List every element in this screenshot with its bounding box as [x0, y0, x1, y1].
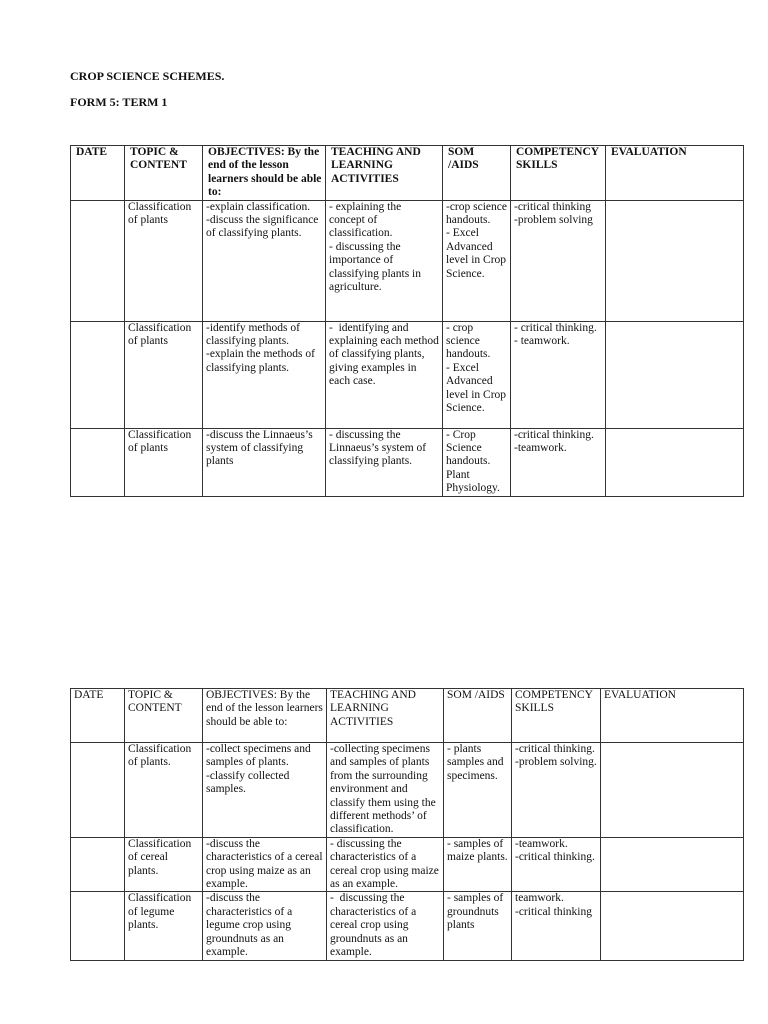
objective-item: -classify collected samples.	[206, 769, 293, 796]
date-cell	[71, 428, 125, 496]
topic-cell: Classification of cereal plants.	[125, 837, 203, 892]
activities-cell	[326, 200, 443, 321]
activities-cell	[327, 892, 444, 960]
skills-cell	[512, 892, 601, 960]
skills-cell	[511, 428, 606, 496]
table-row	[71, 200, 744, 321]
document-title: CROP SCIENCE SCHEMES.	[70, 69, 225, 83]
activities-cell	[326, 321, 443, 428]
date-cell	[71, 200, 125, 321]
skill-item: -critical thinking	[514, 200, 591, 213]
skill-item: -problem solving.	[515, 756, 597, 769]
header-date: DATE	[71, 689, 125, 743]
skill-item: -critical thinking.	[514, 428, 594, 441]
objectives-cell	[203, 837, 327, 892]
activities-cell	[326, 428, 443, 496]
activity-item: - discussing the importance of classifying plants in agriculture.	[329, 240, 424, 294]
objective-item: -discuss the Linnaeus’s system of classifying plants	[206, 428, 316, 468]
header-objectives: OBJECTIVES: By the end of the lesson learners should be able to:	[203, 689, 327, 743]
activity-item: - discussing the Linnaeus’s system of classifying plants.	[329, 428, 429, 468]
topic-cell: Classification of plants	[125, 200, 203, 321]
aids-cell	[443, 428, 511, 496]
objectives-cell	[203, 428, 326, 496]
objectives-cell	[203, 743, 327, 838]
date-cell	[71, 743, 125, 838]
evaluation-cell	[601, 892, 744, 960]
skill-item: -critical thinking.	[515, 743, 595, 755]
header-activities: TEACHING AND LEARNING ACTIVITIES	[327, 689, 444, 743]
table-header-row	[71, 689, 744, 743]
evaluation-cell	[601, 837, 744, 892]
skills-cell	[512, 837, 601, 892]
topic-cell: Classification of legume plants.	[125, 892, 203, 960]
activity-item: - explaining the concept of classification.	[329, 200, 405, 240]
table-header-row	[71, 146, 744, 201]
aids-cell	[444, 743, 512, 838]
activities-cell	[327, 743, 444, 838]
aid-item: - Excel Advanced level in Crop Science.	[446, 361, 509, 415]
aid-item: -crop science handouts.	[446, 200, 510, 227]
table-row	[71, 321, 744, 428]
aid-item: - plants samples and specimens.	[447, 743, 507, 782]
skill-item: -teamwork.	[514, 442, 567, 455]
date-cell	[71, 892, 125, 960]
header-topic: TOPIC & CONTENT	[125, 146, 203, 201]
evaluation-cell	[601, 743, 744, 838]
header-topic: TOPIC & CONTENT	[125, 689, 203, 743]
objective-item: -explain the methods of classifying plants.	[206, 348, 318, 374]
aid-item: - crop science handouts.	[446, 321, 491, 361]
objective-item: -explain classification.	[206, 200, 311, 213]
aid-item: - samples of groundnuts plants	[447, 892, 507, 932]
aid-item: - Crop Science handouts.	[446, 428, 491, 468]
header-aids: SOM /AIDS	[444, 689, 512, 743]
objective-item: -discuss the significance of classifying plants.	[206, 214, 322, 240]
aids-cell	[443, 321, 511, 428]
aid-item: - Excel Advanced level in Crop Science.	[446, 227, 509, 280]
aid-item: - samples of maize plants.	[447, 837, 508, 864]
header-date: DATE	[71, 146, 125, 201]
date-cell	[71, 321, 125, 428]
aids-cell	[443, 200, 511, 321]
skill-item: -problem solving	[514, 214, 593, 227]
table-row	[71, 743, 744, 838]
activity-item: - discussing the characteristics of a cereal crop using maize as an example.	[330, 837, 442, 891]
activities-cell	[327, 837, 444, 892]
aid-item: Plant Physiology.	[446, 468, 500, 495]
skills-cell	[512, 743, 601, 838]
header-activities: TEACHING AND LEARNING ACTIVITIES	[326, 146, 443, 201]
activity-item: - discussing the characteristics of a cereal crop using groundnuts as an example.	[330, 892, 420, 959]
header-skills: COMPETENCY SKILLS	[512, 689, 601, 743]
evaluation-cell	[606, 321, 744, 428]
objective-item: -discuss the characteristics of a legume crop using groundnuts as an example.	[206, 892, 296, 959]
aids-cell	[444, 837, 512, 892]
skills-cell	[511, 321, 606, 428]
activity-item: - identifying and explaining each method of classifying plants, giving examples in each case.	[329, 321, 442, 388]
header-objectives: OBJECTIVES: By the end of the lesson learners should be able to:	[203, 146, 326, 201]
header-aids: SOM /AIDS	[443, 146, 511, 201]
activity-item: -collecting specimens and samples of plants from the surrounding environment and classify them using the different methods’ of classification.	[330, 743, 439, 836]
skill-item: - teamwork.	[514, 335, 570, 348]
scheme-table-2	[70, 688, 744, 961]
objectives-cell	[203, 321, 326, 428]
topic-cell: Classification of plants	[125, 428, 203, 496]
objective-item: -identify methods of classifying plants.	[206, 321, 303, 348]
skill-item: -teamwork.	[515, 837, 568, 850]
objectives-cell	[203, 200, 326, 321]
topic-cell: Classification of plants.	[125, 743, 203, 838]
document-subtitle: FORM 5: TERM 1	[70, 95, 168, 109]
header-evaluation: EVALUATION	[601, 689, 744, 743]
objectives-cell	[203, 892, 327, 960]
date-cell	[71, 837, 125, 892]
table-row	[71, 428, 744, 496]
topic-cell: Classification of plants	[125, 321, 203, 428]
evaluation-cell	[606, 200, 744, 321]
table-row	[71, 892, 744, 960]
skill-item: -critical thinking	[515, 905, 592, 918]
scheme-table-1	[70, 145, 744, 497]
header-evaluation: EVALUATION	[606, 146, 744, 201]
skill-item: - critical thinking.	[514, 321, 597, 334]
skill-item: -critical thinking.	[515, 851, 595, 864]
evaluation-cell	[606, 428, 744, 496]
objective-item: -discuss the characteristics of a cereal crop using maize as an example.	[206, 837, 326, 891]
table-row	[71, 837, 744, 892]
objective-item: -collect specimens and samples of plants.	[206, 743, 314, 769]
aids-cell	[444, 892, 512, 960]
header-skills: COMPETENCY SKILLS	[511, 146, 606, 201]
skills-cell	[511, 200, 606, 321]
skill-item: teamwork.	[515, 892, 564, 905]
